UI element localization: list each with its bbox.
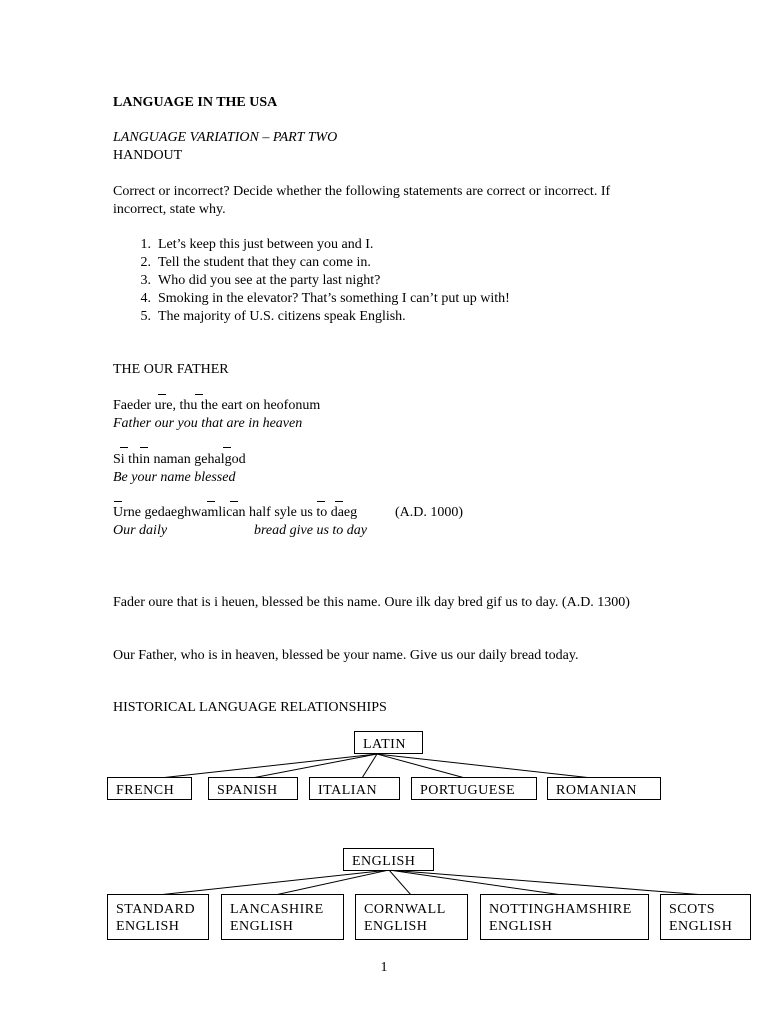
nottinghamshire-english-box: NOTTINGHAMSHIRE ENGLISH (480, 894, 649, 940)
portuguese-box: PORTUGUESE (411, 777, 537, 800)
gloss-line-2: Be your name blessed (113, 470, 236, 485)
old-english-line-1: Faeder ure, thu the eart on heofonum (113, 398, 321, 413)
romanian-box: ROMANIAN (547, 777, 661, 800)
relationships-heading: HISTORICAL LANGUAGE RELATIONSHIPS (113, 700, 387, 715)
page-number: 1 (380, 960, 388, 975)
gloss-line-3-continued: bread give us to day (254, 523, 368, 538)
french-box: FRENCH (107, 777, 192, 800)
document-title: LANGUAGE IN THE USA (113, 95, 278, 110)
standard-english-box: STANDARD ENGLISH (107, 894, 209, 940)
cornwall-english-box: CORNWALL ENGLISH (355, 894, 468, 940)
latin-root-box: LATIN (354, 731, 423, 754)
spanish-box: SPANISH (208, 777, 298, 800)
lancashire-english-box: LANCASHIRE ENGLISH (221, 894, 344, 940)
instructions-paragraph: Correct or incorrect? Decide whether the following statements are correct or incorrect. If incorrect, state why. (113, 184, 611, 217)
scots-english-box: SCOTS ENGLISH (660, 894, 751, 940)
old-english-line-3: Urne gedaeghwamlican half syle us to daeg (113, 505, 358, 520)
old-english-line-2: Si thin naman gehalgod (113, 452, 246, 467)
gloss-line-1: Father our you that are in heaven (113, 416, 303, 431)
modern-english-paragraph: Our Father, who is in heaven, blessed be your name. Give us our daily bread today. (113, 648, 579, 663)
document-subtitle: LANGUAGE VARIATION – PART TWO (113, 130, 338, 145)
middle-english-paragraph: Fader oure that is i heuen, blessed be this name. Oure ilk day bred gif us to day. (A.D. 1300) (113, 595, 630, 610)
handout-label: HANDOUT (113, 148, 183, 163)
date-label: (A.D. 1000) (395, 505, 464, 520)
english-root-box: ENGLISH (343, 848, 434, 871)
italian-box: ITALIAN (309, 777, 400, 800)
gloss-line-3: Our daily (113, 523, 168, 538)
our-father-heading: THE OUR FATHER (113, 362, 229, 377)
